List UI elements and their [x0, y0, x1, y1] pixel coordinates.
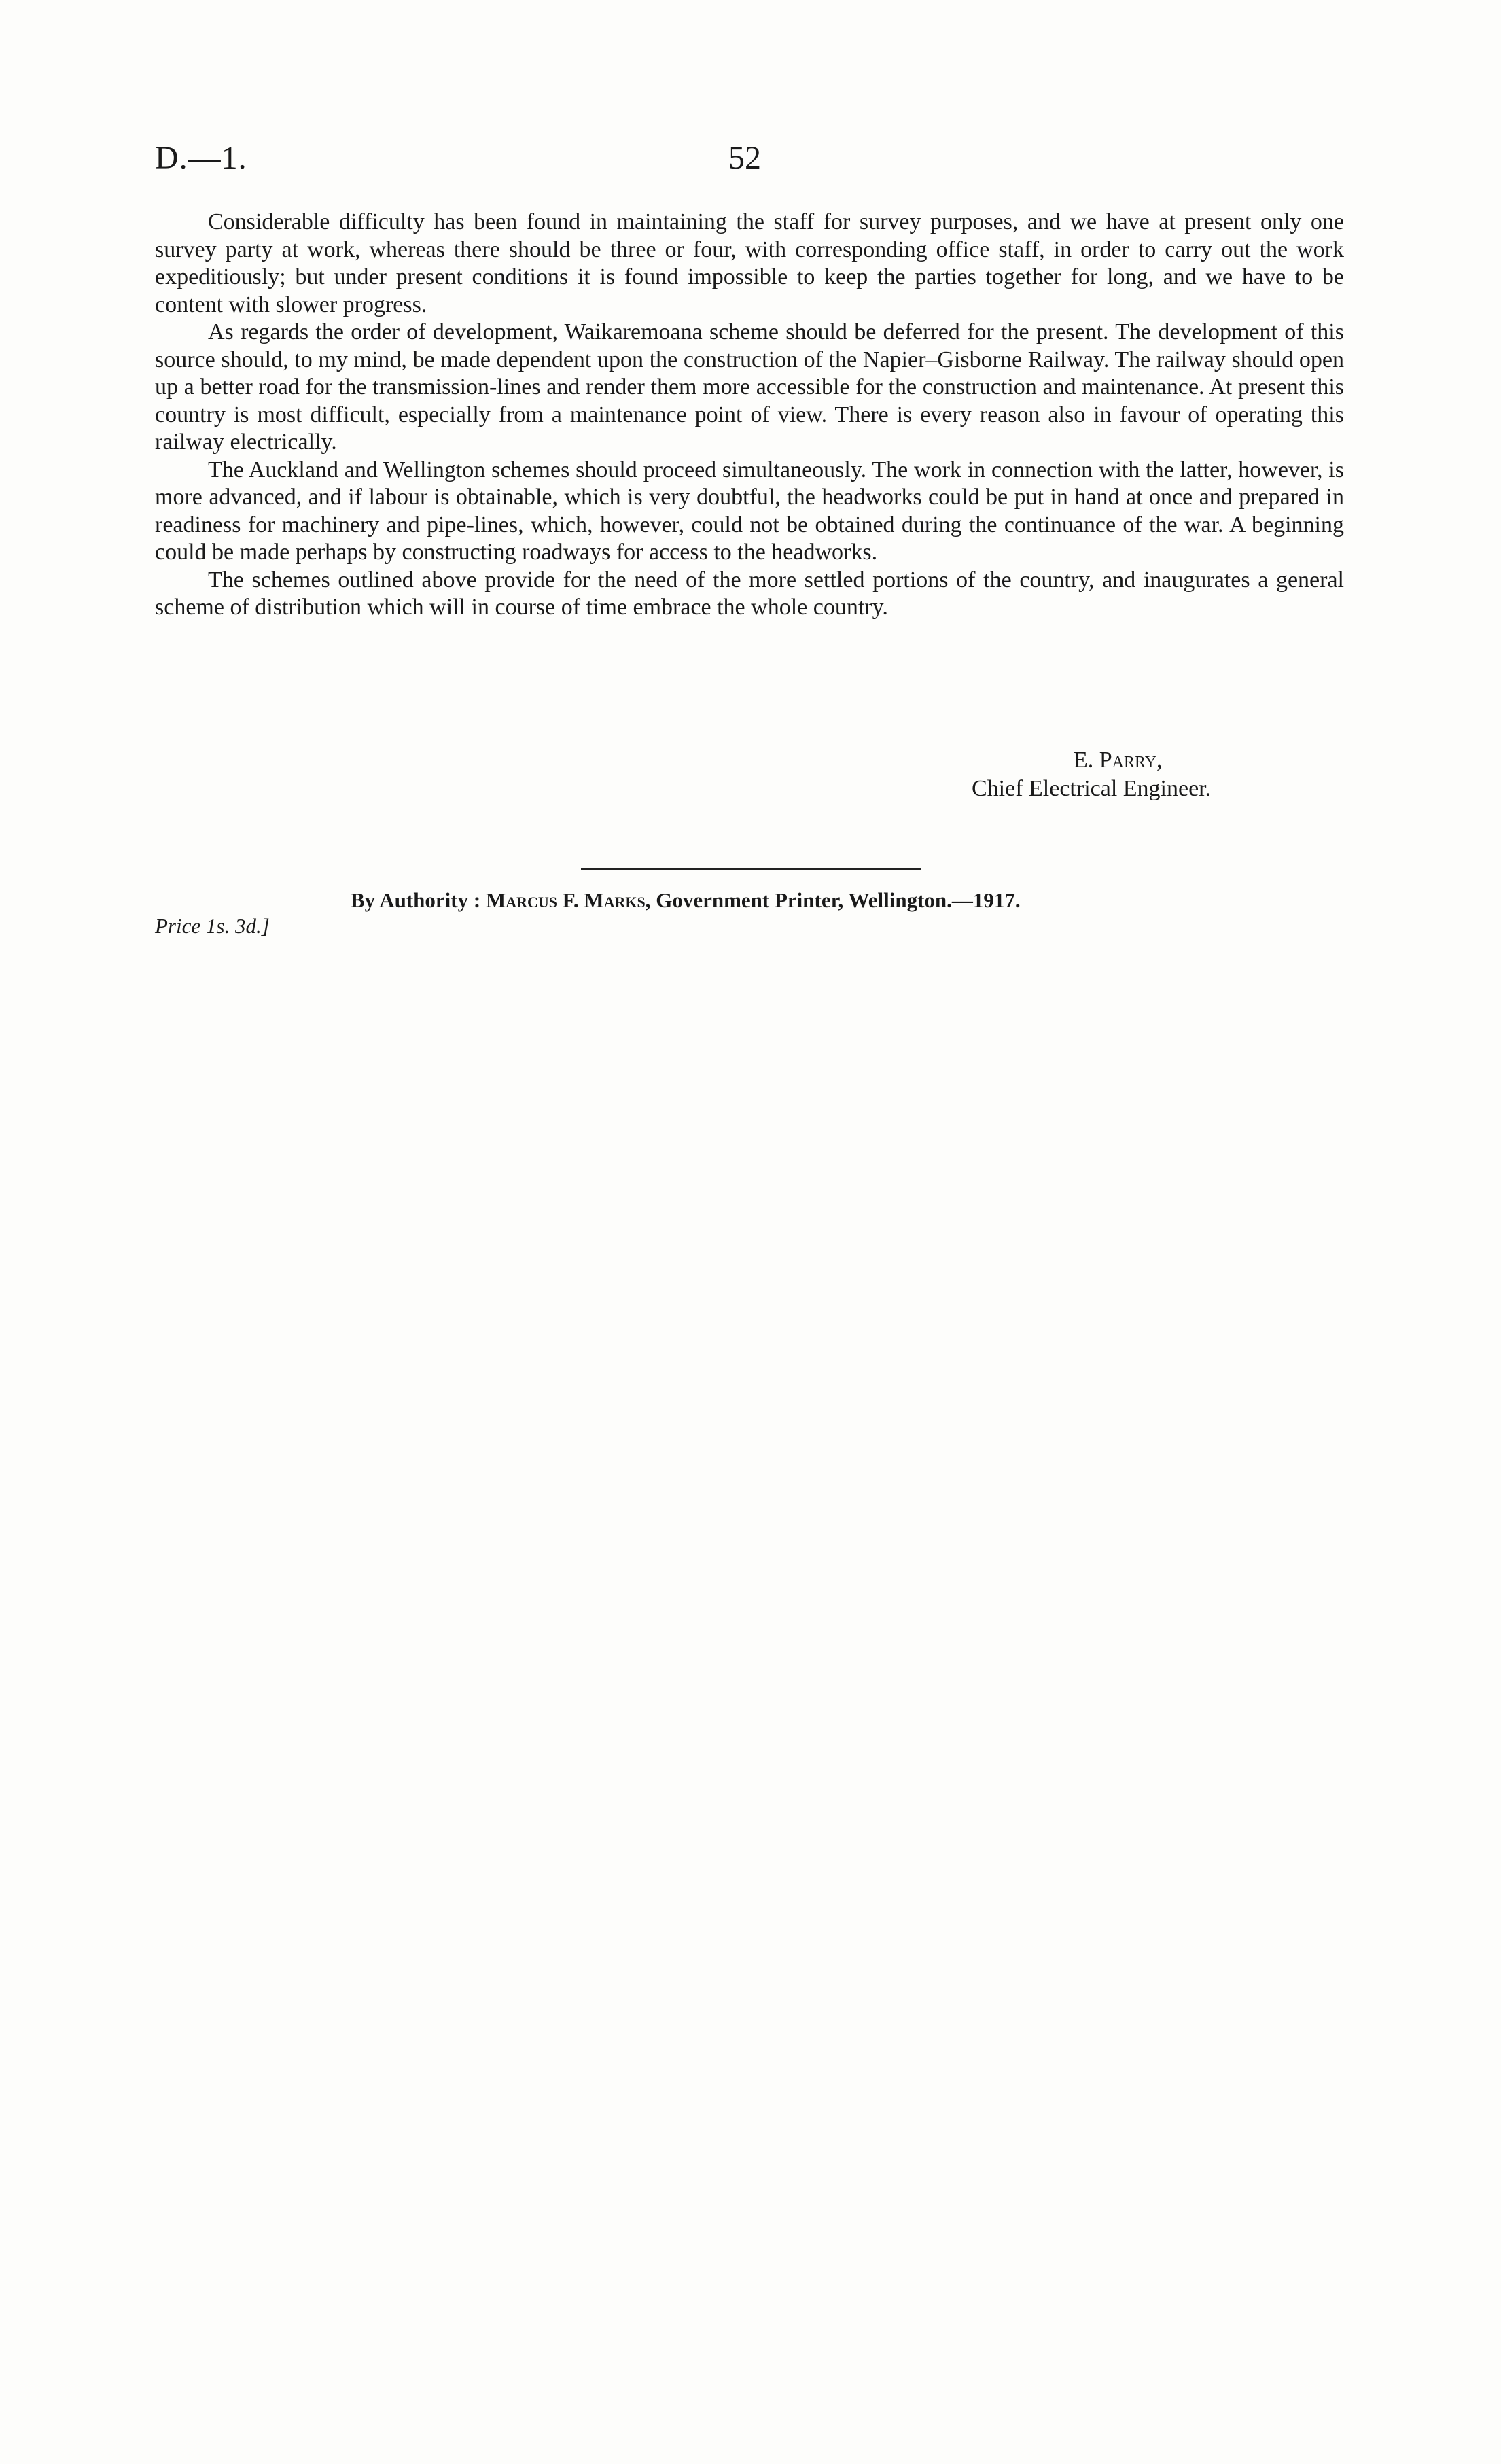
printer-name: Marcus F. Marks: [485, 888, 646, 912]
signatory-name: E. Parry,: [1074, 747, 1163, 773]
printer-imprint: [351, 888, 1343, 913]
paragraph: The Auckland and Wellington schemes should proceed simultaneously. The work in connection with the latter, however, is more advanced, and if labour is obtainable, which is very doubtful, the headworks could be put in hand at once and prepared in readiness for machinery and pipe-lines, which, however, could not be obtained during the continuance of the war. A beginning could be made perhaps by constructing roadways for access to the headworks.: [155, 457, 1344, 565]
signature-block: [972, 746, 1345, 803]
paragraph: Considerable difficulty has been found in maintaining the staff for survey purposes, and we have at present only one survey party at work, whereas there should be three or four, with corresponding office staff, in order to carry out the work expeditiously; but under present conditions it is found impossible to keep the parties together for long, and we have to be content with slower progress.: [155, 209, 1344, 317]
price-note: Price 1s. 3d.]: [155, 914, 270, 938]
paragraph: As regards the order of development, Waikaremoana scheme should be deferred for the present. The development of this source should, to my mind, be made dependent upon the construction of the Napier–Gisborne Railway. The railway should open up a better road for the transmission-lines and render them more accessible for the construction and maintenance. At present this country is most difficult, especially from a maintenance point of view. There is every reason also in favour of operating this railway electrically.: [155, 319, 1344, 455]
document-reference: D.—1.: [155, 140, 247, 176]
page-header: [155, 139, 1344, 187]
page-number: 52: [728, 140, 761, 176]
paragraph: The schemes outlined above provide for the need of the more settled portions of the country, and inaugurates a general scheme of distribution which will in course of time embrace the whole country.: [155, 567, 1344, 620]
imprint-prefix: By Authority :: [351, 888, 486, 912]
imprint-suffix: , Government Printer, Wellington.—1917.: [645, 888, 1021, 912]
signatory-title: Chief Electrical Engineer.: [972, 776, 1212, 801]
divider-rule: [581, 868, 921, 870]
body-text: [155, 209, 1344, 622]
